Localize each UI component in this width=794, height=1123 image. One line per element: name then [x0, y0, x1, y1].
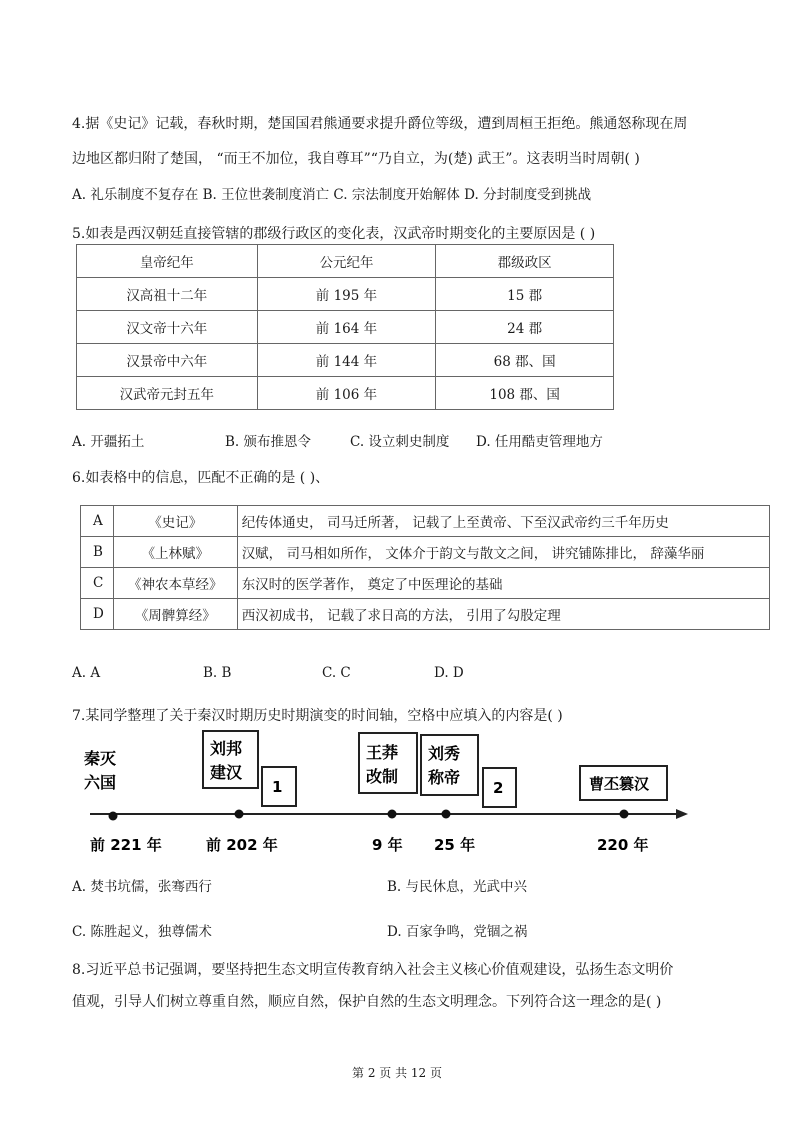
table-row: [81, 506, 770, 537]
timeline-blank-2-label: 2: [493, 779, 504, 797]
table-cell: 68 郡、国: [436, 344, 614, 377]
timeline-caopi: 曹丕篡汉: [589, 775, 650, 793]
timeline-wangmang-top: 王莽: [366, 743, 399, 762]
q4-stem-line2: 边地区都归附了楚国， “而王不加位，我自尊耳”“乃自立，为(楚) 武王”。这表明当时周朝( ): [72, 151, 640, 167]
timeline-year: 220 年: [597, 836, 649, 854]
table-header: 郡级政区: [436, 245, 614, 278]
table-row: [81, 599, 770, 630]
table-row: [77, 377, 614, 410]
q6-option-b: B. B: [203, 665, 232, 681]
timeline-wangmang-bottom: 改制: [366, 767, 399, 786]
timeline-liuxiu-top: 刘秀: [428, 744, 461, 763]
table-header: 皇帝纪年: [77, 245, 258, 278]
table-cell: 汉武帝元封五年: [77, 377, 258, 410]
table-cell: 西汉初成书， 记载了求日高的方法， 引用了勾股定理: [237, 599, 769, 630]
q7-option-c: C. 陈胜起义，独尊儒术: [72, 924, 212, 940]
q7-timeline: [80, 728, 700, 858]
q5-option-a: A. 开疆拓土: [72, 434, 145, 450]
page-footer: 第 2 页 共 12 页: [352, 1066, 442, 1080]
table-cell: 前 106 年: [257, 377, 436, 410]
table-cell: 24 郡: [436, 311, 614, 344]
table-row: [81, 568, 770, 599]
q6-option-d: D. D: [434, 665, 464, 681]
q5-option-d: D. 任用酷吏管理地方: [476, 434, 603, 450]
q6-stem: 6.如表格中的信息，匹配不正确的是 ( )、: [72, 470, 330, 486]
table-cell: D: [81, 599, 114, 630]
table-cell: 108 郡、国: [436, 377, 614, 410]
q5-option-c: C. 设立刺史制度: [350, 434, 450, 450]
q5-option-b: B. 颁布推恩令: [225, 434, 312, 450]
q6-option-a: A. A: [72, 665, 101, 681]
timeline-arrow-icon: [676, 809, 688, 819]
q8-stem-line1: 8.习近平总书记强调，要坚持把生态文明宣传教育纳入社会主义核心价值观建设，弘扬生态文明价: [72, 962, 674, 978]
q4-options: A. 礼乐制度不复存在 B. 王位世袭制度消亡 C. 宗法制度开始解体 D. 分封制度受到挑战: [72, 187, 592, 203]
timeline-liubang-top: 刘邦: [210, 739, 243, 758]
table-cell: 汉景帝中六年: [77, 344, 258, 377]
table-row: [77, 344, 614, 377]
table-cell: 纪传体通史， 司马迁所著， 记载了上至黄帝、下至汉武帝约三千年历史: [237, 506, 769, 537]
table-cell: 《周髀算经》: [113, 599, 237, 630]
q5-stem: 5.如表是西汉朝廷直接管辖的郡级行政区的变化表，汉武帝时期变化的主要原因是 ( ): [72, 226, 596, 242]
table-cell: 东汉时的医学著作， 奠定了中医理论的基础: [237, 568, 769, 599]
timeline-blank-1-label: 1: [272, 778, 283, 796]
table-cell: 《上林赋》: [113, 537, 237, 568]
table-cell: 前 144 年: [257, 344, 436, 377]
table-row: [81, 537, 770, 568]
q8-stem-line2: 值观，引导人们树立尊重自然，顺应自然，保护自然的生态文明理念。下列符合这一理念的是( ): [72, 994, 662, 1010]
timeline-liubang-bottom: 建汉: [210, 763, 243, 782]
timeline-qin-top: 秦灭: [84, 749, 117, 768]
q5-table: [76, 244, 614, 410]
q6-table: [80, 505, 770, 630]
table-cell: B: [81, 537, 114, 568]
timeline-dot: [442, 810, 451, 819]
timeline-qin-bottom: 六国: [84, 773, 117, 792]
q7-stem: 7.某同学整理了关于秦汉时期历史时期演变的时间轴，空格中应填入的内容是( ): [72, 708, 563, 724]
timeline-year: 25 年: [434, 836, 476, 854]
timeline-dot: [620, 810, 629, 819]
table-cell: 前 195 年: [257, 278, 436, 311]
table-cell: 《神农本草经》: [113, 568, 237, 599]
table-row: [77, 311, 614, 344]
timeline-year: 前 202 年: [206, 836, 278, 854]
q6-option-c: C. C: [322, 665, 351, 681]
timeline-year: 9 年: [372, 836, 403, 854]
table-cell: 《史记》: [113, 506, 237, 537]
timeline-year: 前 221 年: [90, 836, 162, 854]
timeline-dot: [235, 810, 244, 819]
table-cell: A: [81, 506, 114, 537]
q7-option-b: B. 与民休息，光武中兴: [387, 879, 528, 895]
timeline-liuxiu-bottom: 称帝: [428, 768, 461, 787]
timeline-dot: [109, 812, 118, 821]
table-header-row: [77, 245, 614, 278]
q7-option-a: A. 焚书坑儒，张骞西行: [72, 879, 212, 895]
table-row: [77, 278, 614, 311]
table-cell: 汉高祖十二年: [77, 278, 258, 311]
table-cell: 15 郡: [436, 278, 614, 311]
table-cell: 汉文帝十六年: [77, 311, 258, 344]
q7-option-d: D. 百家争鸣，党锢之祸: [387, 924, 528, 940]
table-header: 公元纪年: [257, 245, 436, 278]
table-cell: 汉赋， 司马相如所作， 文体介于韵文与散文之间， 讲究铺陈排比， 辞藻华丽: [237, 537, 769, 568]
q4-stem-line1: 4.据《史记》记载，春秋时期，楚国国君熊通要求提升爵位等级，遭到周桓王拒绝。熊通怒称现在周: [72, 116, 688, 132]
table-cell: C: [81, 568, 114, 599]
table-cell: 前 164 年: [257, 311, 436, 344]
timeline-dot: [388, 810, 397, 819]
